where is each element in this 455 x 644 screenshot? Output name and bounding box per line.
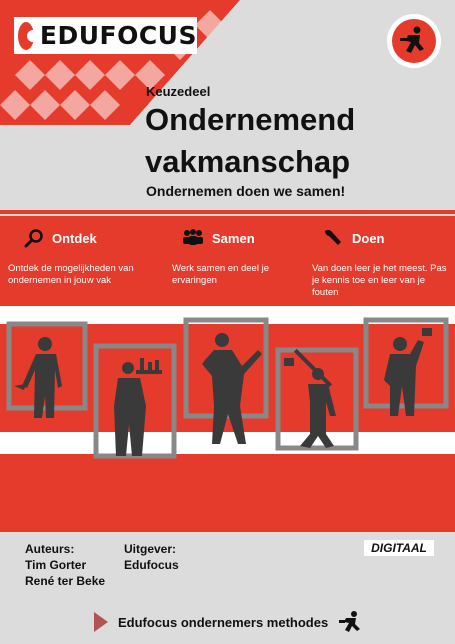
column-text: Werk samen en deel je ervaringen	[172, 263, 269, 286]
group-icon	[182, 228, 204, 248]
logo-circle-icon	[18, 22, 34, 50]
hairdresser-figure	[202, 333, 262, 444]
publisher-block	[124, 541, 179, 573]
author-name: Tim Gorter	[25, 558, 87, 572]
painter-figure	[384, 328, 432, 416]
builder-figure	[284, 349, 336, 448]
band-divider	[0, 214, 455, 216]
publisher-name: Edufocus	[124, 558, 179, 572]
kicker: Keuzedeel	[146, 84, 211, 99]
arrow-icon	[94, 612, 108, 632]
column-title: Doen	[352, 230, 385, 246]
series-footer	[94, 610, 364, 634]
column-text: Van doen leer je het meest. Pas je kennis toe en leer van je fouten	[312, 263, 447, 298]
series-title: Edufocus ondernemers methodes	[118, 614, 329, 630]
waiter-figure	[114, 358, 162, 456]
column-title: Samen	[212, 230, 255, 246]
logo-text: EDUFOCUS	[39, 21, 197, 50]
authors-block	[25, 541, 105, 589]
page-title-line-1: Ondernemend	[145, 102, 356, 137]
publisher-label: Uitgever:	[124, 542, 177, 556]
column-samen	[182, 228, 255, 248]
authors-label: Auteurs:	[25, 542, 75, 556]
subtitle: Ondernemen doen we samen!	[146, 183, 346, 199]
ondernemer-seal-icon	[386, 13, 442, 69]
wrench-icon	[322, 228, 344, 248]
digital-badge: DIGITAAL	[364, 540, 434, 556]
edufocus-logo	[14, 17, 197, 54]
craftsmen-gallery-illustration	[0, 306, 455, 532]
column-doen	[322, 228, 385, 248]
column-text: Ontdek de mogelijkheden van ondernemen in jouw vak	[8, 263, 134, 286]
column-ontdek	[24, 228, 97, 248]
runner-icon	[338, 610, 364, 634]
author-name: René ter Beke	[25, 574, 106, 588]
column-title: Ontdek	[52, 230, 97, 246]
page-title-line-2: vakmanschap	[145, 144, 351, 179]
search-icon	[24, 228, 44, 248]
